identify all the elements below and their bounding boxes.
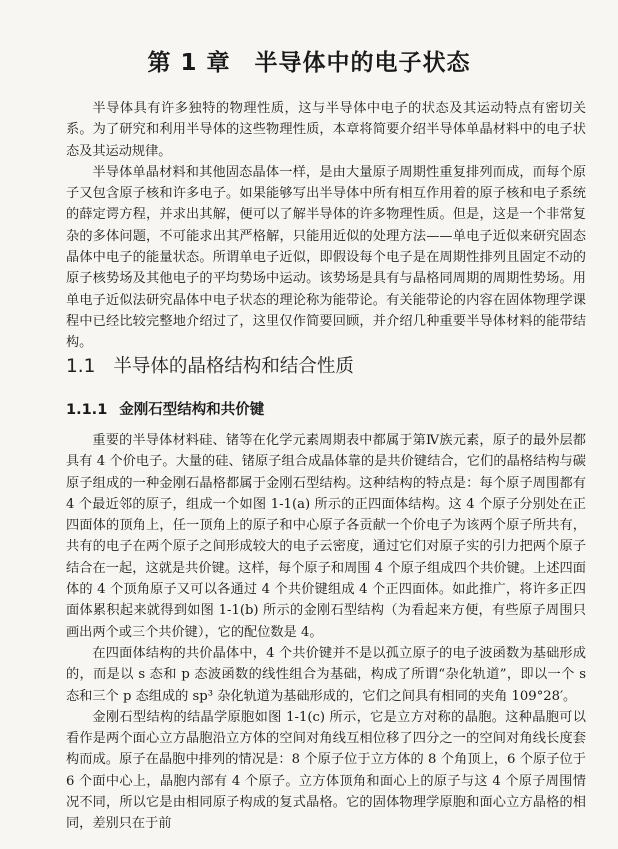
section-number: 1.1 [66,356,96,377]
subsection-number: 1.1.1 [66,402,108,418]
section-paragraph-2: 在四面体结构的共价晶体中，4 个共价键并不是以孤立原子的电子波函数为基础形成的，而是以 s 态和 p 态波函数的线性组合为基础，构成了所谓“杂化轨道”，即以一个 s 态和三个 p 态组成的 sp³ 杂化轨道为基础形成的，它们之间具有相同的夹角 109°28′。 [66,645,586,704]
section-text [66,430,586,835]
intro-paragraph-1: 半导体具有许多独特的物理性质，这与半导体中电子的状态及其运动特点有密切关系。为了研究和利用半导体的这些物理性质，本章将简要介绍半导体单晶材料中的电子状态及其运动规律。 [66,101,586,159]
intro-text [66,98,586,354]
section-paragraph-1: 重要的半导体材料硅、锗等在化学元素周期表中都属于第Ⅳ族元素，原子的最外层都具有 4 个价电子。大量的硅、锗原子组合成晶体靠的是共价键结合，它们的晶格结构与碳原子组成的一种金刚石晶格都属于金刚石型结构。这种结构的特点是：每个原子周围都有 4 个最近邻的原子，组成一个如图 1-1(a) 所示的正四面体结构。这 4 个原子分别处在正四面体的顶角上，任一顶角上的原子和中心原子各贡献一个价电子为该两个原子所共有，共有的电子在两个原子之间形成较大的电子云密度，通过它们对原子实的引力把两个原子结合在一起，这就是共价键。这样，每个原子和周围 4 个原子组成四个共价键。上述四面体的 4 个顶角原子又可以各通过 4 个共价键组成 4 个正四面体。如此推广，将许多正四面体累积起来就得到如图 1-1(b) 所示的金刚石型结构（为看起来方便，有些原子周围只画出两个或三个共价键），它的配位数是 4。 [66,433,586,640]
subsection-title: 金刚石型结构和共价键 [119,402,265,418]
chapter-title: 第 1 章 半导体中的电子状态 [147,50,471,76]
section-paragraph-3: 金刚石型结构的结晶学原胞如图 1-1(c) 所示，它是立方对称的晶胞。这种晶胞可以看作是两个面心立方晶胞沿立方体的空间对角线互相位移了四分之一的空间对角线长度套构而成。原子在晶胞中排列的情况是：8 个原子位于立方体的 8 个角顶上，6 个原子位于 6 个面中心上，晶胞内部有 4 个原子。立方体顶角和面心上的原子与这 4 个原子周围情况不同，所以它是由相同原子构成的复式晶格。它的固体物理学原胞和面心立方晶格的相同，差别只在于前 [66,709,586,832]
section-heading [66,352,354,378]
section-title: 半导体的晶格结构和结合性质 [113,356,354,377]
subsection-heading [66,398,264,419]
intro-paragraph-2: 半导体单晶材料和其他固态晶体一样，是由大量原子周期性重复排列而成，而每个原子又包含原子核和许多电子。如果能够写出半导体中所有相互作用着的原子核和电子系统的薛定谔方程，并求出其解，便可以了解半导体的许多物理性质。但是，这是一个非常复杂的多体问题，不可能求出其严格解，只能用近似的处理方法——单电子近似来研究固态晶体中电子的能量状态。所谓单电子近似，即假设每个电子是在周期性排列且固定不动的原子核势场及其他电子的平均势场中运动。该势场是具有与晶格同周期的周期性势场。用单电子近似法研究晶体中电子状态的理论称为能带论。有关能带论的内容在固体物理学课程中已经比较完整地介绍过了，这里仅作简要回顾，并介绍几种重要半导体材料的能带结构。 [66,164,586,351]
